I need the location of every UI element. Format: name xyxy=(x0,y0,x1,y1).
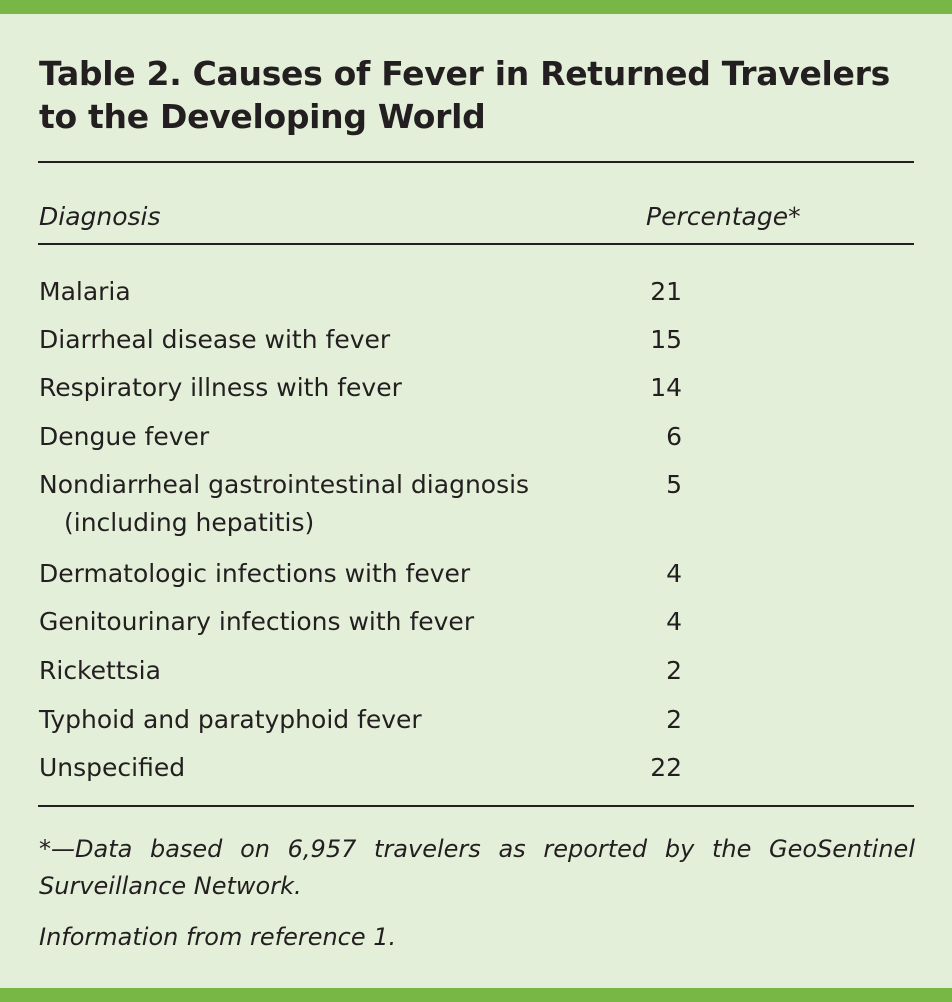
table-row xyxy=(39,273,719,311)
table-row xyxy=(39,369,719,407)
diagnosis-cell: Genitourinary infections with fever xyxy=(39,607,475,636)
table-row xyxy=(39,701,719,739)
percentage-cell: 4 xyxy=(666,559,682,588)
column-header-percentage: Percentage* xyxy=(646,202,801,231)
table-row xyxy=(39,466,719,542)
percentage-cell: 4 xyxy=(666,607,682,636)
percentage-cell: 5 xyxy=(666,470,682,499)
title-divider xyxy=(38,161,914,163)
diagnosis-cell: Rickettsia xyxy=(39,656,161,685)
table-row xyxy=(39,603,719,641)
percentage-cell: 6 xyxy=(666,422,682,451)
source-note: Information from reference 1. xyxy=(39,923,397,951)
table-bottom-divider xyxy=(38,805,914,807)
table-row xyxy=(39,418,719,456)
top-accent-bar xyxy=(0,0,952,14)
percentage-cell: 22 xyxy=(650,753,682,782)
diagnosis-cell: Diarrheal disease with fever xyxy=(39,325,391,354)
column-header-diagnosis: Diagnosis xyxy=(39,202,161,231)
table-title: Table 2. Causes of Fever in Returned Travelers to the Developing World xyxy=(39,54,890,136)
table-row xyxy=(39,749,719,787)
diagnosis-cell: Typhoid and paratyphoid fever xyxy=(39,705,422,734)
table-row xyxy=(39,555,719,593)
table-row xyxy=(39,321,719,359)
percentage-cell: 2 xyxy=(666,705,682,734)
diagnosis-cell: Dengue fever xyxy=(39,422,210,451)
bottom-accent-bar xyxy=(0,988,952,1002)
diagnosis-cell: Respiratory illness with fever xyxy=(39,373,402,402)
diagnosis-cell: Malaria xyxy=(39,277,131,306)
percentage-cell: 21 xyxy=(650,277,682,306)
percentage-cell: 14 xyxy=(650,373,682,402)
diagnosis-cell: Dermatologic infections with fever xyxy=(39,559,471,588)
diagnosis-cell: Unspecified xyxy=(39,753,186,782)
percentage-cell: 2 xyxy=(666,656,682,685)
table-row xyxy=(39,652,719,690)
diagnosis-cell: Nondiarrheal gastrointestinal diagnosis (including hepatitis) xyxy=(39,470,530,537)
header-divider xyxy=(38,243,914,245)
data-footnote: *—Data based on 6,957 travelers as reported by the GeoSentinel Surveillance Network. xyxy=(39,835,915,900)
percentage-cell: 15 xyxy=(650,325,682,354)
